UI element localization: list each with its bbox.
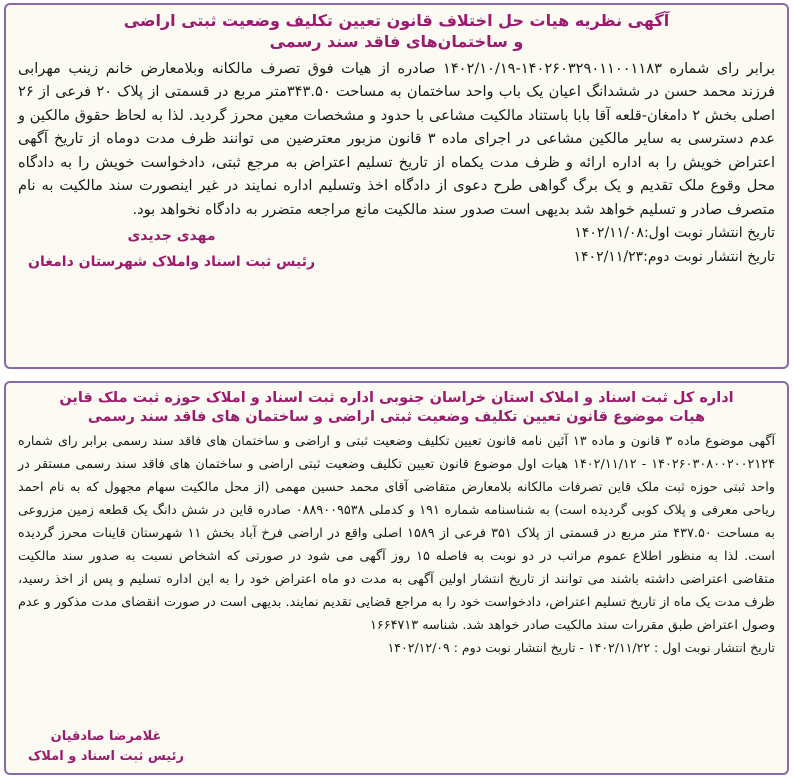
notice-body: برابر رای شماره ۱۴۰۲۶۰۳۲۹۰۱۱۰۰۱۱۸۳-۱۴۰۲/۱۰/۱۹ صادره از هیات فوق تصرف مالکانه وبلامعارض خانم زینب مهرابی فرزند محمد حسن در ششدانگ اعیان یک باب واحد ساختمان به مساحت ۳۴۳.۵۰متر مربع در قسمتی از پلاک ۲۰ فرعی از ۲۶ اصلی بخش ۲ دامغان-قلعه آقا بابا باستناد مالکیت مشاعی با حدود و مشخصات معین محرز گردید. لذا به لحاظ حقوق مالکین و عدم دسترسی به سایر مالکین مشاعی در اجرای ماده ۳ قانون مزبور معترضین می توانند ظرف مدت دوماه از تاریخ آگهی اعتراض خویش را به اداره ارائه و ظرف مدت یکماه از تاریخ تسلیم اعتراض به مرجع ثبتی، دادخواست خویش را به دادگاه محل وقوع ملک تقدیم و یک برگ گواهی طرح دعوی از دادگاه اخذ وتسلیم اداره نمایند در غیر اینصورت سند مالکیت به نام متصرف صادر و تسلیم خواهد شد بدیهی است صدور سند مالکیت مانع مراجعه متضرر به دادگاه نخواهد بود. [18, 59, 776, 218]
signer-name: غلامرضا صادقیان [50, 729, 162, 744]
notice-dispute-resolution [4, 3, 789, 369]
signature-block [28, 221, 315, 275]
title-line-2: هیات موضوع قانون تعیین تکلیف وضعیت ثبتی اراضی و ساختمان های فاقد سند رسمی [87, 408, 706, 425]
title-line-2: و ساختمان‌های فاقد سند رسمی [269, 31, 524, 51]
notice-title [18, 389, 775, 427]
title-line-1: اداره کل ثبت اسناد و املاک استان خراسان جنوبی اداره ثبت اسناد و املاک حوزه ثبت ملک قاین [59, 390, 734, 406]
notice-land-registry [4, 381, 789, 775]
notice-title [18, 11, 775, 53]
signer-title: رئیس ثبت اسناد واملاک شهرستان دامغان [28, 254, 316, 271]
signer-name: مهدی جدیدی [127, 228, 216, 245]
notice-footer [18, 221, 775, 275]
first-publication-date: تاریخ انتشار نوبت اول:۱۴۰۲/۱۱/۰۸ [574, 225, 775, 242]
notice-body: آگهی موضوع ماده ۳ قانون و ماده ۱۳ آئین نامه قانون تعیین تکلیف وضعیت ثبتی و اراضی و ساختمان های فاقد سند رسمی برابر رای شماره ۱۴۰۲۶۰۳۰۸۰۰۲۰۰۲۱۲۴ - ۱۴۰۲/۱۱/۱۲ هیات اول موضوع قانون تعیین تکلیف وضعیت ثبتی اراضی و ساختمان های فاقد سند رسمی مستقر در واحد ثبتی حوزه ثبت ملک قاین تصرفات مالکانه بلامعارض متقاضی آقای محمد حسین مهمی (از محل مالکیت سهام مجهول که به نام احمد ریاحی معرفی و پلاک کوبی گردیده است) به شناسنامه شماره ۱۹۱ و کدملی ۰۸۸۹۰۰۹۵۳۸ صادره قاین در شش دانگ یک قطعه زمین مزروعی به مساحت ۴۳۷.۵۰ متر مربع در قسمتی از پلاک ۳۵۱ فرعی از ۱۵۸۹ اصلی واقع در اراضی فرخ آباد بخش ۱۱ شهرستان قاینات محرز گردیده است. لذا به منظور اطلاع عموم مراتب در دو نوبت به فاصله ۱۵ روز آگهی می شود در صورتی که اشخاص نسبت به صدور سند مالکیت متقاضی اعتراضی داشته باشند می توانند از تاریخ انتشار اولین آگهی به مدت دو ماه اعتراض خود را به این اداره تسلیم و پس از اخذ رسید، ظرف مدت یک ماه از تاریخ تسلیم اعتراض، دادخواست خود را به مراجع قضایی تقدیم نمایند. بدیهی است در صورت انقضای مدت مذکور و عدم وصول اعتراض طبق مقررات سند مالکیت صادر خواهد شد. شناسه ۱۶۶۴۷۱۳ [18, 433, 776, 633]
second-publication-date: تاریخ انتشار نوبت دوم:۱۴۰۲/۱۱/۲۳ [573, 249, 775, 266]
title-line-1: آگهی نظریه هیات حل اختلاف قانون تعیین تکلیف وضعیت ثبتی اراضی [123, 11, 670, 30]
signature-block [28, 727, 184, 767]
signer-title: رئیس ثبت اسناد و املاک [28, 749, 184, 764]
publication-dates: تاریخ انتشار نوبت اول : ۱۴۰۲/۱۱/۲۲ - تاریخ انتشار نوبت دوم : ۱۴۰۲/۱۲/۰۹ [387, 639, 775, 655]
publication-dates [574, 221, 775, 269]
